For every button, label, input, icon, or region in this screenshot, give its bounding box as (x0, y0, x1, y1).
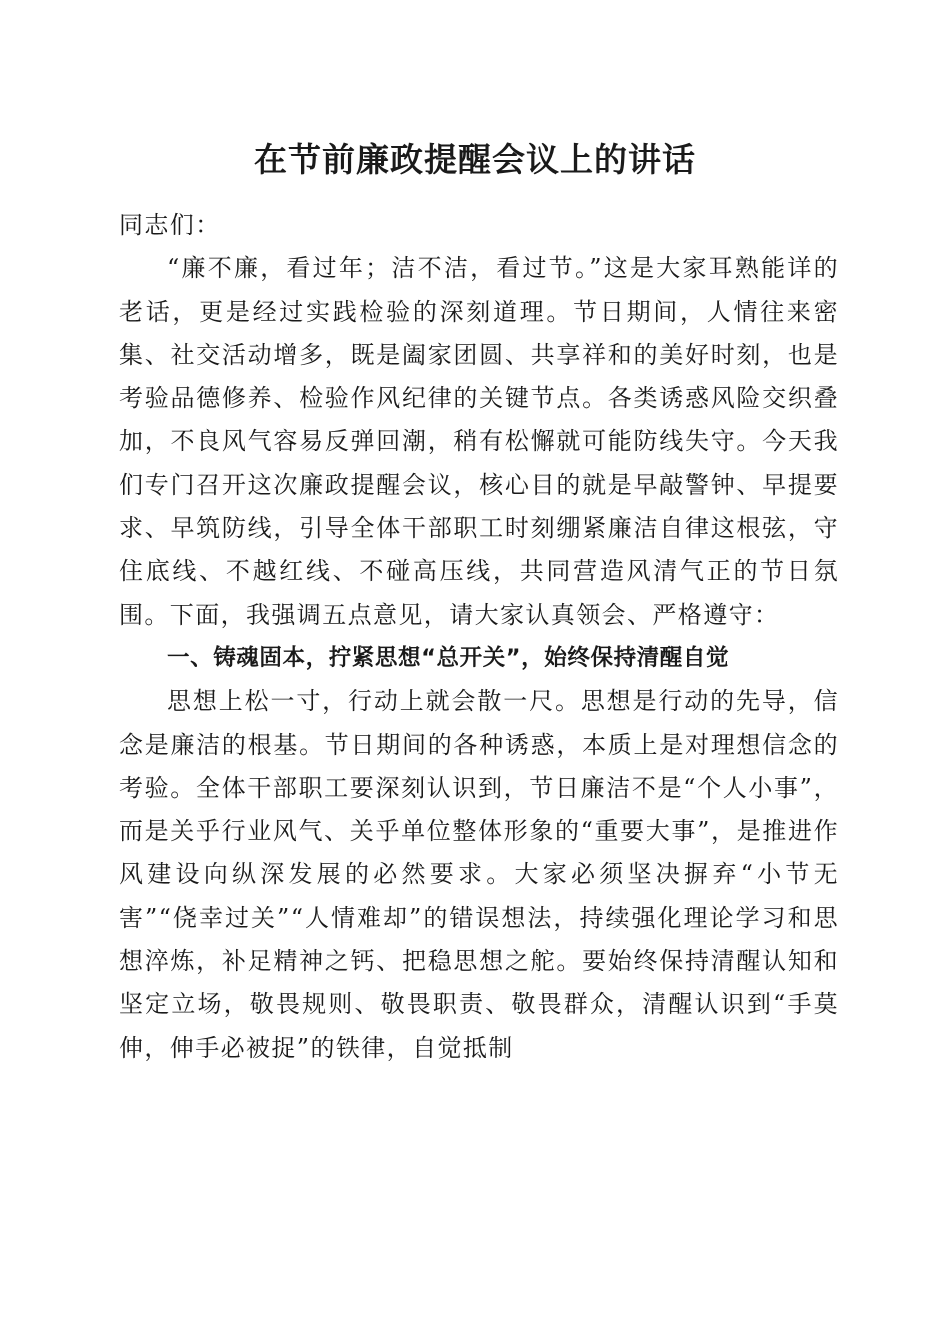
document-title: 在节前廉政提醒会议上的讲话 (254, 140, 696, 179)
section-paragraph: 思想上松一寸，行动上就会散一尺。思想是行动的先导，信念是廉洁的根基。节日期间的各种诱惑，本质上是对理想信念的考验。全体干部职工要深刻认识到，节日廉洁不是“个人小事”，而是关乎行业风气、关乎单位整体形象的“重要大事”，是推进作风建设向纵深发展的必然要求。大家必须坚决摒弃“小节无害”“侥幸过关”“人情难却”的错误想法，持续强化理论学习和思想淬炼，补足精神之钙、把稳思想之舵。要始终保持清醒认知和坚定立场，敬畏规则、敬畏职责、敬畏群众，清醒认识到“手莫伸，伸手必被捉”的铁律，自觉抵制 (119, 687, 839, 1062)
section-heading: 一、铸魂固本，拧紧思想“总开关”，始终保持清醒自觉 (167, 644, 730, 671)
salutation: 同志们： (119, 211, 221, 239)
document-body (119, 204, 839, 1070)
intro-paragraph: “廉不廉，看过年；洁不洁，看过节。”这是大家耳熟能详的老话，更是经过实践检验的深刻道理。节日期间，人情往来密集、社交活动增多，既是阖家团圆、共享祥和的美好时刻，也是考验品德修养、检验作风纪律的关键节点。各类诱惑风险交织叠加，不良风气容易反弹回潮，稍有松懈就可能防线失守。今天我们专门召开这次廉政提醒会议，核心目的就是早敲警钟、早提要求、早筑防线，引导全体干部职工时刻绷紧廉洁自律这根弦，守住底线、不越红线、不碰高压线，共同营造风清气正的节日氛围。下面，我强调五点意见，请大家认真领会、严格遵守： (119, 254, 839, 629)
